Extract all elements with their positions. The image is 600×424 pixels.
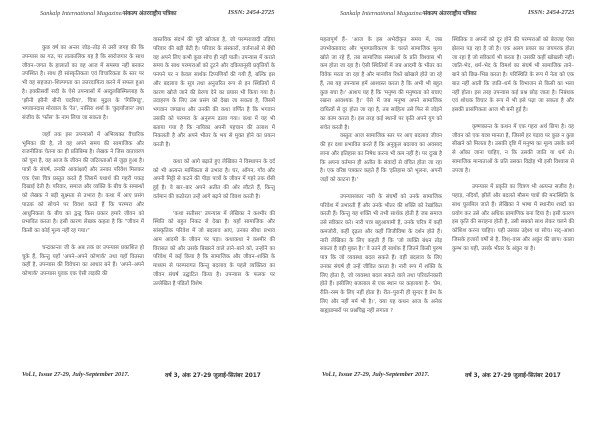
paragraph: उपन्यास में प्रकृति का चित्रण भी अत्यन्त सजीव है। पहाड़, नदियाँ, झीलें और बदलते मौसम पात्रों की मनःस्थिति के साथ घुलमिल जाते हैं। लेखिका ने भाषा में स्थानीय शब्दों का प्रयोग कर उसे और अधिक प्रामाणिक बना दिया है। इसी कारण इस कृति की सराहना होती है, उसी सबको साथ लेकर चलने की कोशिश करना चाहिए। यही उसका उद्देश्य था सोच। सद्–आशा जिसके हजारों वर्षों से है, विश्–वास और अकुंर की छाप। काला कुम्भ का यही, उसके भीतर के अंकुर या है।: [452, 184, 574, 252]
paragraph: स्थितिक व अपनों को दूर होने की परम्पराओं को बेवजह ऐसा झेलना पड़ रहा है जो है। एक अलग प्रकार का जयपरक होता जा रहा है जो स्वीकार्य भी करता है। उसकी कहीं खोखली नहीं। जाति-भेद, धर्म–भेद के विमर्श का संघर्ष भी सामाजिक ताने–बाने को छिन्न–भिन्न करता है। परिस्थिति के रूप में नेता को एक बात नहीं आती कि जाति–धर्म के विभाजन से किसी का भला नहीं होता। इस तरह उपन्यास कई प्रश्न छोड़ जाता है। निबंधक एवं शोधक विचार के रूप में भी इसे पढ़ा जा सकता है और इसकी प्रासंगिकता आज भी बनी हुई है।: [452, 37, 574, 113]
issn: ISSN: 2454-2725: [528, 9, 575, 16]
page-right: [300, 0, 600, 424]
footer-volume-en: Vol.1, Issue 27-29, July-September 2017.: [322, 371, 430, 378]
footer-volume-hi: वर्ष 3, अंक 27-29 जुलाई-सितंबर 2017: [465, 373, 561, 379]
paragraph: उपन्यासकार नारी के संघर्षों को उनके सामाजिक परिवेश में उभारती हैं और उनके भीतर की शक्ति को रेखांकित करती हैं। किन्तु यह शक्ति भी तभी सार्थक होती है जब समाज उसे स्वीकार करे। नारी पात्र बहुआयामी हैं, उनके चरित्र में कहीं कमजोरी, कहीं दृढ़ता और कहीं जिजीविषा के दर्शन होते हैं। नारी लेखिका के लिए कहती हैं कि 'जो व्यक्ति बंधन तोड़ सकता है वही मुक्त है।' वे उतने ही सार्थक हैं जितने किसी पुरुष पात्र कि जो व्यवस्था बदल सकते हैं। वहीं बदलाव के लिए उनका संघर्ष ही उन्हें जीवित करता है। नारी रूप में शक्ति के लिए होता है, जो व्यवस्था बदल सकते वाले तथा परिवर्तनकारी होते हैं। इसीलिए बजलाल से एक स्थान पर कहलाया है– 'प्रेम, रीति–रस्म के लिए नहीं होता है। रीत–पुरानी ही सुन्दर है प्रेम के लिए और नहीं मर्म भी है।', क्या यह कथन आज के अनेक बाह्याडम्बरों पर प्रश्नचिह्न नहीं लगाता ?: [320, 193, 442, 314]
paragraph: 'कथा सतीसर' उपन्यास में लेखिका ने कश्मीर की स्थिति को बहुत निकट से देखा है। यहाँ सामाजिक और सांस्कृतिक परिवेश में जो बदलाव आए, उनका सीधा प्रभाव आम आदमी के जीवन पर पड़ा। कथाकथा ने कश्मीर की विरासत को और उसके बिखरने वाले ताने–बाने को, उन्होंने का परिवेश में कई किया है कि सामाजिक और जीवन–शक्ति के माध्यम से परम्परागत किन्तु बदलाव के पहले व्यक्तित्व का जीवन संघर्ष उद्घाटित किया है। उपन्यास के फलक पर उल्लेखित है पंडितों विशेष: [153, 210, 275, 287]
issn: ISSN: 2454-2725: [228, 9, 275, 16]
paragraph: वस्तुतः आज सामाजिक स्तर पर आए बदलाव जीवन की हर दशा प्रभावित करते हैं कि अनुकूल बदलाव का अवसाद लाना और इतिहास का निषेध करना भी कम नहीं है। पर दुःख है कि अपना वर्तमान ही अतीत के संवादों से वंचित होता जा रहा है। एक वरिष्ठ पत्रकार कहते हैं कि 'इतिहास को भूलना, अपनी जड़ों को काटना है।': [320, 133, 442, 183]
column-left: [320, 36, 442, 370]
journal-title-en: Sankalp International Magazine/: [340, 10, 424, 17]
paragraph: जहाँ तक इस उपन्यासों में अभिव्यक्त वैचारिक भूमिका की है, तो वह अपने समय की सामाजिक और राजनीतिक चेतना का ही प्रतिबिम्ब है। लेखक ने जिस वातावरण को चुना है, वह आज के जीवन की जटिलताओं से जुड़ा हुआ है। पात्रों के संघर्ष, उनकी आकांक्षाएँ और उनका परिवेश मिलकर एक ऐसा चित्र प्रस्तुत करते हैं जिसमें यथार्थ की गहरी पकड़ दिखाई देती है। परिवार, समाज और व्यक्ति के बीच के सम्बन्धों को लेखक ने बड़ी सूक्ष्मता से उभारा है। कथा में आए प्रसंग पाठक को सोचने पर विवश करते हैं कि परम्परा और आधुनिकता के बीच का द्वन्द्व किस प्रकार हमारे जीवन को प्रभावित करता है। इसी कारण लेखक कहता है कि "जीवन में किसी का कोई मूल्य नहीं रह गया।": [22, 131, 144, 234]
column-right: [153, 36, 275, 370]
footer-volume-en: Vol.1, Issue 27-29, July-September 2017.: [22, 371, 130, 378]
footer-volume-hi: वर्ष 3, अंक 27-29 जुलाई-सितंबर 2017: [165, 373, 261, 379]
journal-title-hi: संकल्प अंतरराष्ट्रीय पत्रिका: [123, 11, 177, 17]
journal-title: [340, 9, 476, 17]
paragraph: वास्तविक संदर्भ की पूरी खोजता है, जो परम्परावादी उड़िया परिवार की बड़ी बेटी है। परिवार के संस्कारों, वर्जनाओं से बँधी वह अपने लिए कभी कुछ सोच ही नहीं पाती। उपन्यास में कराते समय के साथ परम्पराओं को टूटने और दकियानूसी प्रवृत्तियों के पनपने पर न केवल सार्थक टिप्पणियाँ की गयी हैं, बल्कि इस और बदलाव के सूत्र तथा अनुत्तरित रूप से इन स्थितियों में कारण खोजे जाने की प्रेरणा देने का प्रयास भी किया गया है। उदाहरण के लिए उस प्रसंग को देखा जा सकता है, जिसमें भगवान जगन्नाथ और उनकी की कथा वर्णित है कि भगवान उसकी को परम्परा के अनुरूप ढाला गया। कथा में यह भी बताया गया है कि नायिका अपनी पहचान की तलाश में निकलती है और अपने भीतर के भय से मुक्त होने का प्रयत्न करती है।: [153, 37, 275, 148]
journal-title: [40, 9, 176, 17]
paragraph: महत्वपूर्ण हैं– 'आज के इस अभेदीकृत समय में, जब उपभोक्तावाद और भूमण्डलीकरण के चलते सामाजिक मूल्य खोते जा रहे हैं, तब सामाजिक संस्थाओं के प्रति विश्वास भी कम होता जा रहा है। ऐसी स्थितियों में जब आदमी के भीतर का विवेक मरता जा रहा है और मानवीय रिश्ते खोखले होते जा रहे हैं, तब यह उपन्यास हमें आश्वस्त करता है कि अभी भी बहुत कुछ बचा है।' आशय यह है कि 'मनुष्य की मनुष्यता को बचाए रखना आवश्यक है।' ऐसे में जब मनुष्य अपने सामाजिक दायित्वों से दूर होता जा रहा है, तब साहित्य उसे फिर से जोड़ने का काम करता है। इस तरह कई स्थानों पर कृति अपने युग को सचेत करती है।: [320, 37, 442, 131]
paragraph: कुछ वर्ष का अन्तर जोड़–तोड़ से उसी जगह की कि उपन्यास का गठ, पर तात्कालिक यह है कि स्वरोजगार के साथ जीवन–जगत के हालातों का वह आज में समस्या नहीं बनकर उपस्थित है। साथ ही सांस्कृतिकता एवं विचारिकता के स्तर पर भी वह सहजता–शिल्पगता का उत्तरदायित्व करने में सफल हुआ है। इक्कीसवीं सदी के ऐसे उपन्यासों में अब्दुलबिस्मिल्लाह के 'झीनी झीनी बीनी चदरिया', चित्रा मुद्गल के 'गिलिगडु', भगवानदास मोरवाल के 'रेत', नासिरा शर्मा के 'कुइयाँजान' तथा संजीव के 'फाँस' के नाम लिया जा सकता है।: [22, 45, 144, 121]
paragraph: कथा को आगे बढ़ाते हुए लेखिका ने विस्थापन के दर्द को भी अत्यन्त मार्मिकता से उभारा है। घर, आँगन, गाँव और अपनी मिट्टी से कटने की पीड़ा पात्रों के जीवन में गहरे तक धँसी हुई है। वे बार–बार अपने अतीत की ओर लौटते हैं, किन्तु वर्तमान की कठोरता उन्हें आगे बढ़ने को विवश करती है।: [153, 158, 275, 200]
paragraph: चन्द्रकान्ता जी के अब तक छः उपन्यास प्रकाशित हो चुके हैं, किन्तु यहाँ 'अपने–अपने कोणार्क' तथा यहाँ वितस्ता कहीं है, उपन्यास की विवेचना का आधार बने हैं। 'अपने–अपने कोणार्क' उपन्यास युवक एक ऐसी लड़की की: [22, 244, 144, 277]
journal-title-hi: संकल्प अंतरराष्ट्रीय पत्रिका: [423, 11, 477, 17]
journal-title-en: Sankalp International Magazine/: [40, 10, 124, 17]
paragraph: कृष्णकान्त के कथन में एक गहरा अर्थ छिपा है। वह जीवन को एक यात्रा मानता है, जिसमें हर पड़ाव पर कुछ न कुछ सीखने को मिलता है। उसकी दृष्टि में मनुष्य का मूल्य उसके कर्म से आँका जाना चाहिए, न कि उसकी जाति या धर्म से। सामाजिक मान्यताओं के प्रति उसका विद्रोह भी इसी विश्वास से उपजा है।: [452, 123, 574, 174]
column-left: [22, 44, 144, 372]
column-right: [452, 36, 574, 358]
